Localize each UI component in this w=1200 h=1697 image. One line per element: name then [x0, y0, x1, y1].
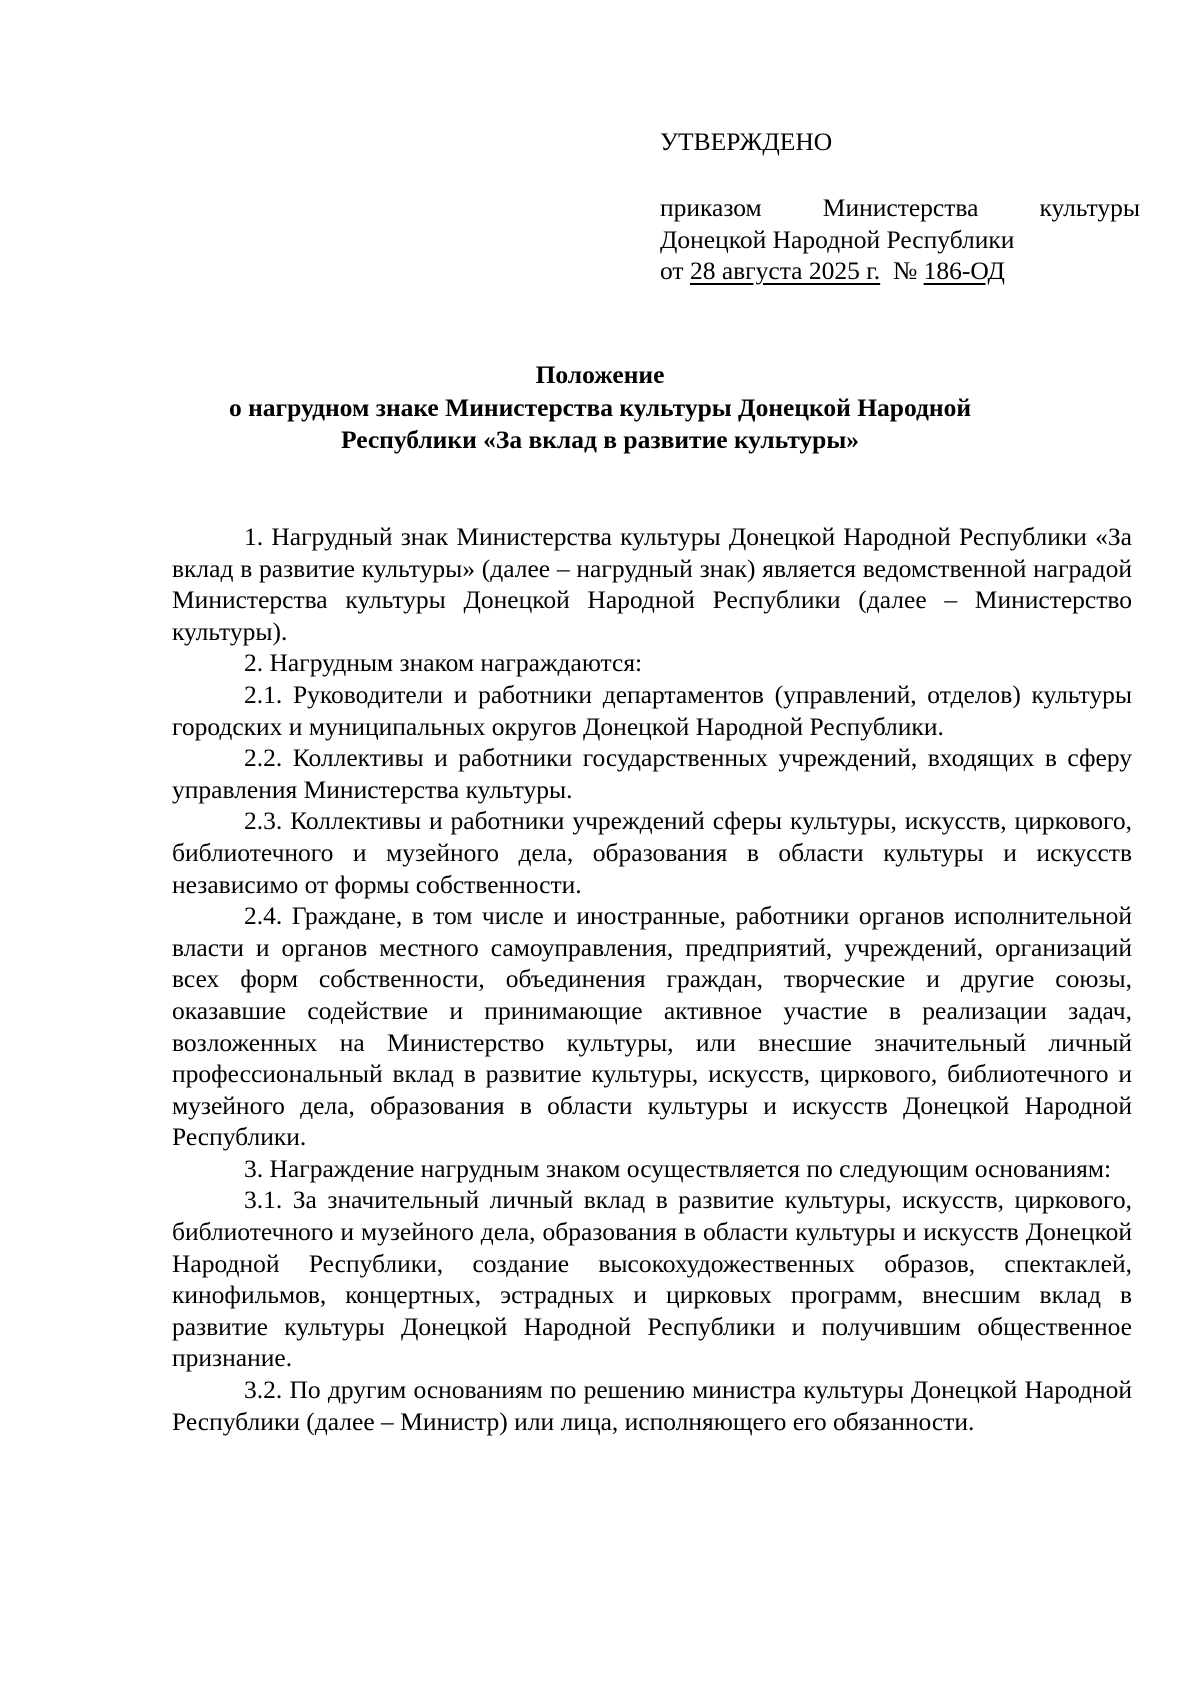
- title-line-3: Республики «За вклад в развитие культуры»: [340, 425, 860, 454]
- approval-date: 28 августа 2025 г.: [689, 256, 881, 286]
- approval-ministry-line: Донецкой Народной Республики: [660, 224, 1015, 254]
- paragraph-2: 2. Нагрудным знаком награждаются:: [244, 648, 643, 678]
- document-body: [172, 521, 1132, 1437]
- paragraph-2-2: 2.2. Коллективы и работники государственных учреждений, входящих в сферу управления Министерства культуры.: [172, 743, 1132, 804]
- paragraph-1: 1. Нагрудный знак Министерства культуры Донецкой Народной Республики «За вклад в развитие культуры» (далее – нагрудный знак) является ведомственной наградой Министерства культуры Донецкой Народной Республики (далее – Министерство культуры).: [172, 522, 1132, 646]
- approval-block: [660, 192, 1140, 287]
- approval-heading: УТВЕРЖДЕНО: [660, 127, 833, 156]
- date-prefix: от: [660, 256, 690, 286]
- approval-date-line: [660, 255, 1140, 287]
- title-line-2: о нагрудном знаке Министерства культуры Донецкой Народной: [228, 392, 972, 422]
- paragraph-2-4: 2.4. Граждане, в том числе и иностранные, работники органов исполнительной власти и органов местного самоуправления, предприятий, учреждений, организаций всех форм собственности, объединения граждан, творческие и другие союзы, оказавшие содействие и принимающие активное участие в реализации задач, возложенных на Министерство культуры, или внесшие значительный личный профессиональный вклад в развитие культуры, искусств, циркового, библиотечного и музейного дела, образования в области культуры и искусств Донецкой Народной Республики.: [172, 901, 1132, 1152]
- paragraph-3: 3. Награждение нагрудным знаком осуществляется по следующим основаниям:: [244, 1153, 1112, 1183]
- approval-number: 186-ОД: [923, 256, 1005, 286]
- paragraph-2-3: 2.3. Коллективы и работники учреждений сферы культуры, искусств, циркового, библиотечного и музейного дела, образования в области культуры и искусств независимо от формы собственности.: [172, 806, 1132, 899]
- number-prefix: №: [892, 256, 924, 286]
- title-line-1: Положение: [535, 360, 665, 389]
- paragraph-2-1: 2.1. Руководители и работники департаментов (управлений, отделов) культуры городских и муниципальных округов Донецкой Народной Республики.: [172, 679, 1132, 741]
- paragraph-3-2: 3.2. По другим основаниям по решению министра культуры Донецкой Народной Республики (далее – Министр) или лица, исполняющего его обязанности.: [172, 1375, 1132, 1436]
- approval-order-line: приказом Министерства культуры: [660, 193, 1140, 222]
- paragraph-3-1: 3.1. За значительный личный вклад в развитие культуры, искусств, циркового, библиотечного и музейного дела, образования в области культуры и искусств Донецкой Народной Республики, создание высокохудожественных образов, спектаклей, кинофильмов, концертных, эстрадных и цирковых программ, внесшим вклад в развитие культуры Донецкой Народной Республики и получившим общественное признание.: [172, 1185, 1132, 1373]
- document-title: [150, 359, 1050, 457]
